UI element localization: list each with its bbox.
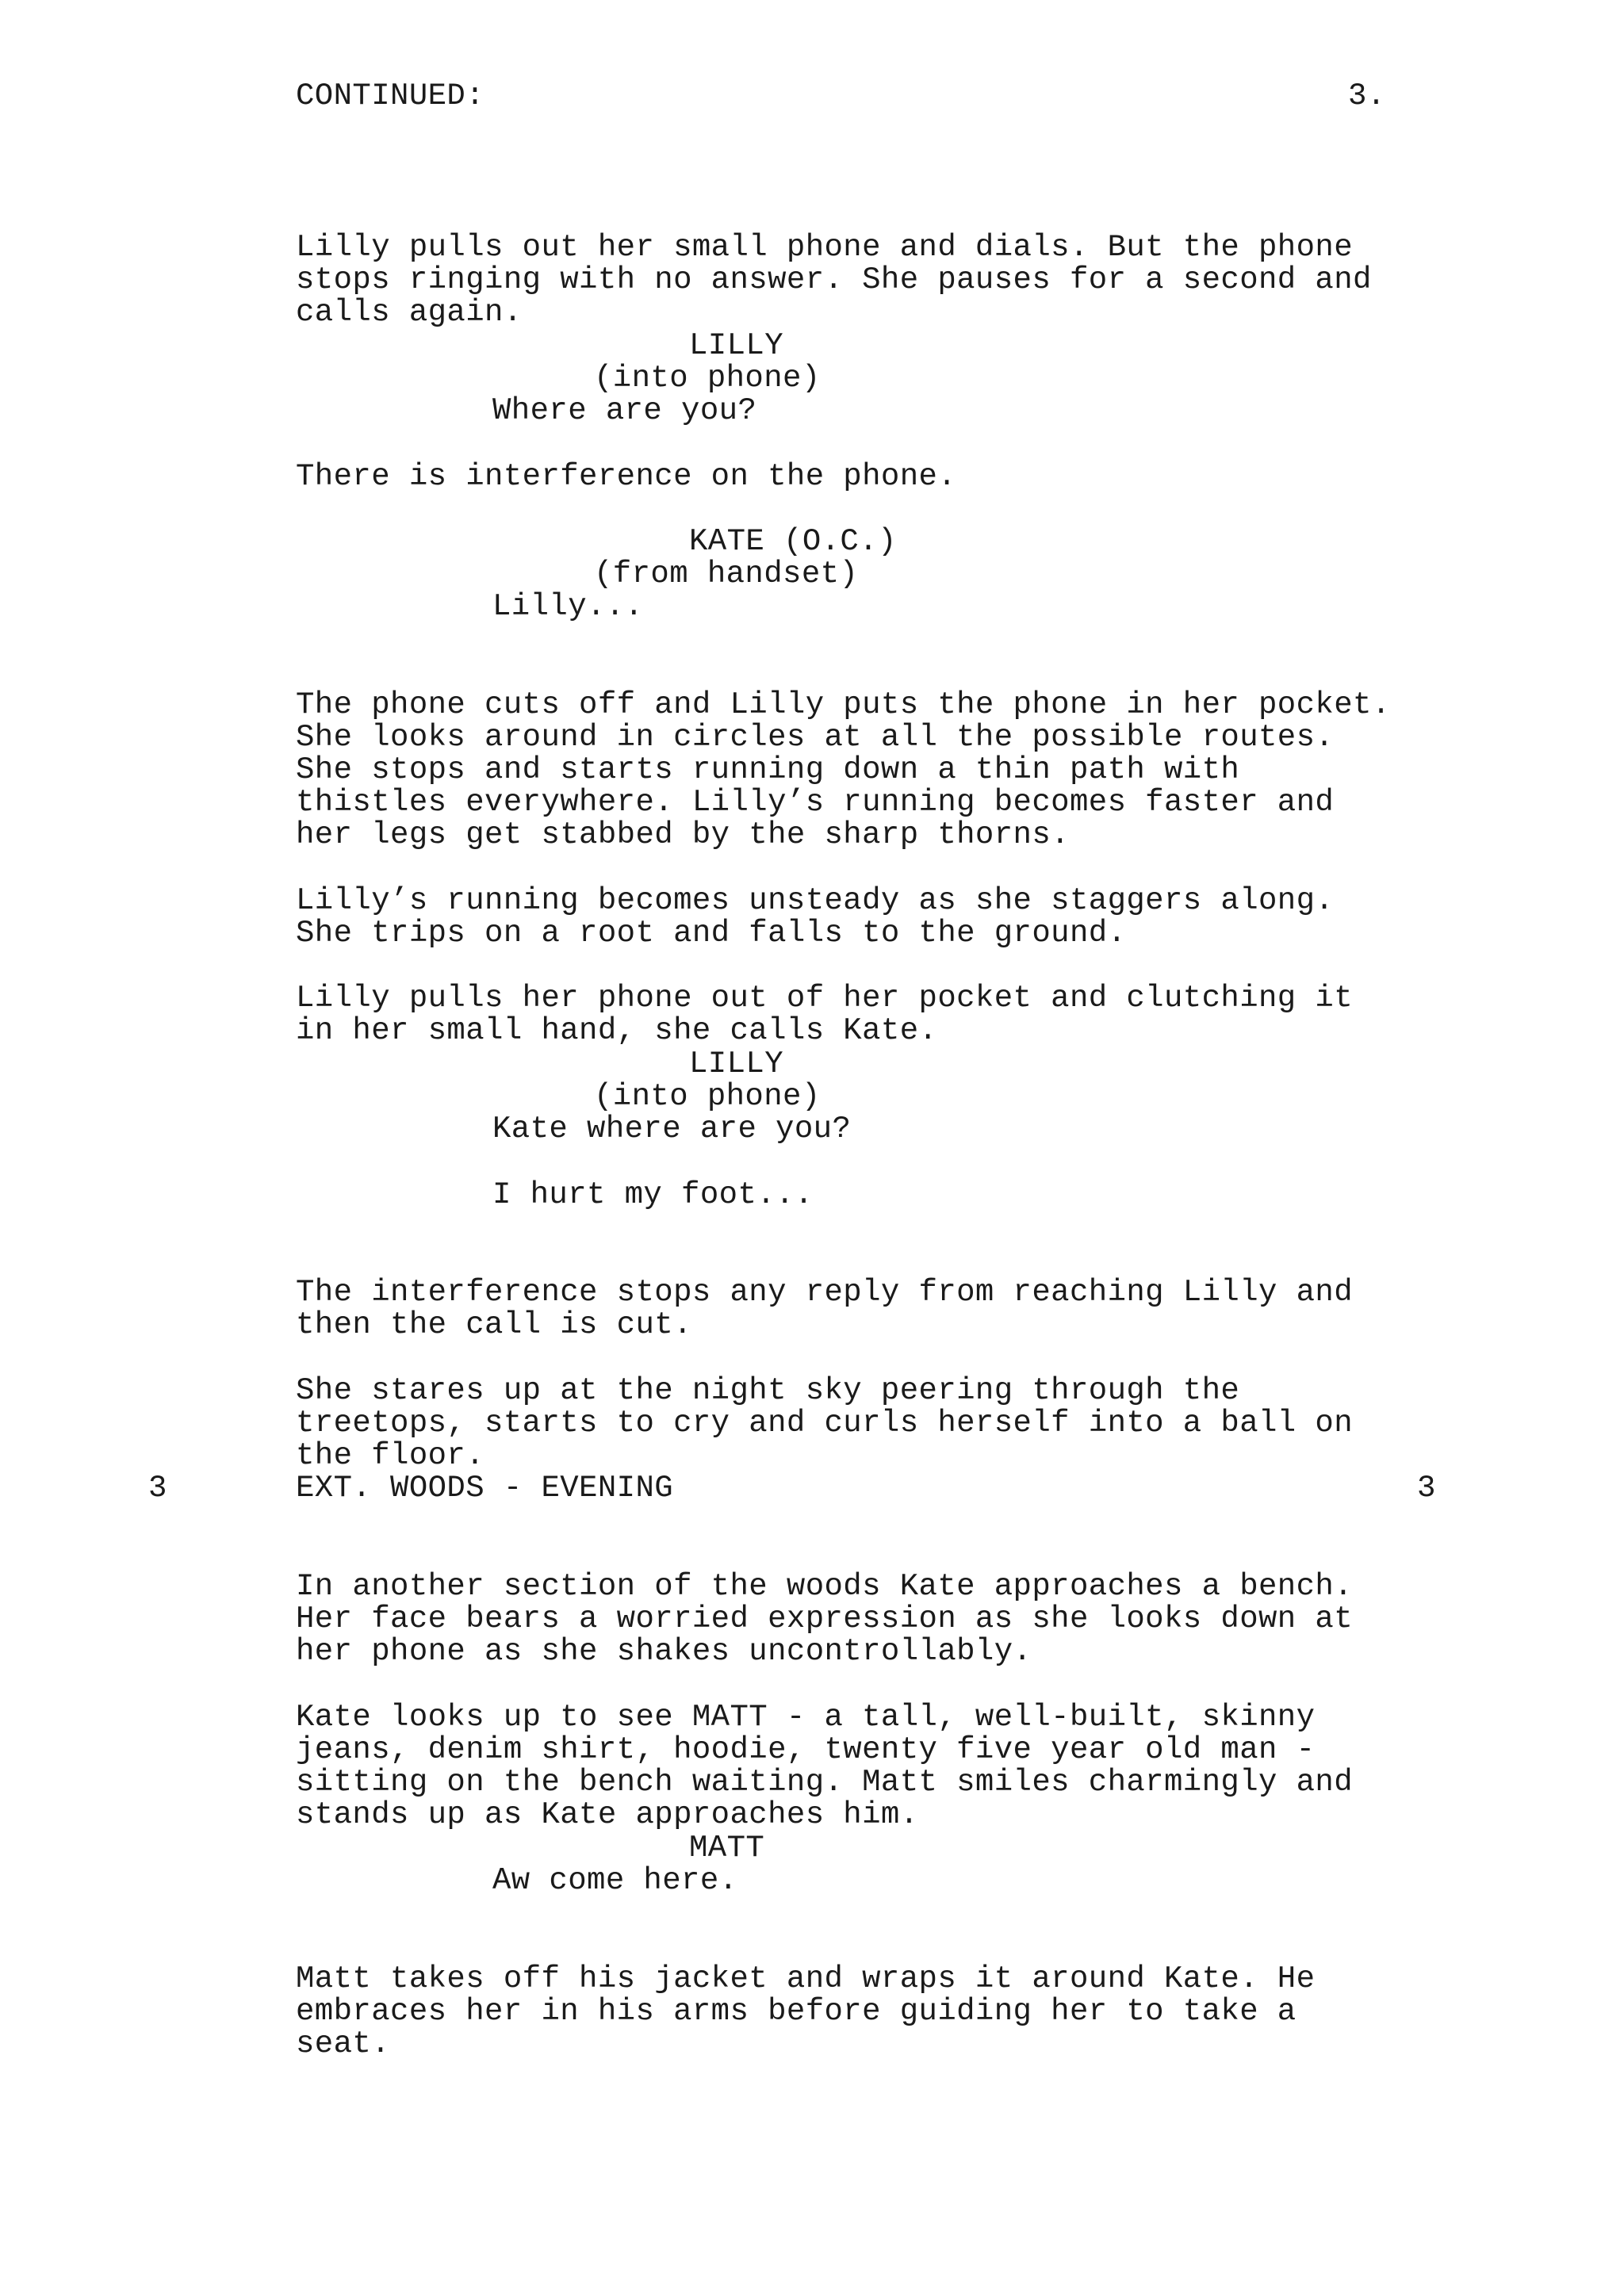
action-line: She stops and starts running down a thin path with [296,752,1240,787]
action-paragraph [296,1669,1353,1864]
action-line: In another section of the woods Kate approaches a bench. [296,1569,1354,1604]
action-line: the floor. [296,1438,485,1473]
dialogue-line: Where are you? [492,393,757,428]
action-line: She stares up at the night sky peering through the [296,1373,1240,1408]
action-line: She looks around in circles at all the possible routes. [296,720,1335,755]
action-line: The phone cuts off and Lilly puts the phone in her pocket. [296,687,1391,722]
action-line: her phone as she shakes uncontrollably. [296,1634,1032,1669]
scene-number-right: 3 [1417,1471,1436,1506]
parenthetical: (into phone) [594,361,821,396]
scene-heading: EXT. WOODS - EVENING [296,1471,674,1506]
action-line: Her face bears a worried expression as she looks down at [296,1601,1354,1636]
action-line: her legs get stabbed by the sharp thorns. [296,817,1070,852]
action-line: Kate looks up to see MATT - a tall, well-built, skinny [296,1700,1316,1735]
action-line: jeans, denim shirt, hoodie, twenty five year old man - [296,1732,1316,1767]
action-line: She trips on a root and falls to the ground. [296,916,1127,951]
character-name: LILLY [689,328,784,363]
action-line: Lilly pulls her phone out of her pocket and clutching it [296,981,1354,1016]
action-paragraph [296,950,1353,1080]
dialogue-line: Kate where are you? [492,1112,852,1146]
character-name: MATT [689,1831,765,1866]
action-line: Lilly’s running becomes unsteady as she staggers along. [296,883,1335,918]
action-line: Lilly pulls out her small phone and dials. But the phone [296,230,1354,265]
dialogue-line: I hurt my foot... [492,1177,814,1212]
action-line: embraces her in his arms before guiding her to take a [296,1994,1297,2029]
action-line: in her small hand, she calls Kate. [296,1013,938,1048]
continued-label: CONTINUED: [296,78,485,113]
character-name: KATE (O.C.) [689,524,897,559]
action-paragraph [296,1931,1315,2093]
dialogue-line: Aw come here. [492,1863,738,1898]
action-line: The interference stops any reply from reaching Lilly and [296,1275,1354,1310]
action-line: sitting on the bench waiting. Matt smiles charmingly and [296,1765,1354,1800]
action-line: then the call is cut. [296,1307,692,1342]
action-line: stops ringing with no answer. She pauses for a second and [296,262,1372,297]
parenthetical: (into phone) [594,1079,821,1114]
action-paragraph [296,199,1372,362]
action-line: stands up as Kate approaches him. [296,1797,919,1832]
scene-number-left: 3 [148,1471,167,1506]
action-line: There is interference on the phone. [296,459,957,494]
action-line: Matt takes off his jacket and wraps it around Kate. He [296,1961,1316,1996]
character-name: LILLY [689,1047,784,1081]
action-line: thistles everywhere. Lilly’s running becomes faster and [296,785,1335,820]
action-line: seat. [296,2026,391,2061]
parenthetical: (from handset) [594,557,859,591]
action-line: treetops, starts to cry and curls herself into a ball on [296,1406,1354,1441]
action-line: calls again. [296,295,523,330]
action-paragraph [296,656,1391,884]
page-number: 3. [1348,78,1386,113]
dialogue-line: Lilly... [492,589,644,624]
